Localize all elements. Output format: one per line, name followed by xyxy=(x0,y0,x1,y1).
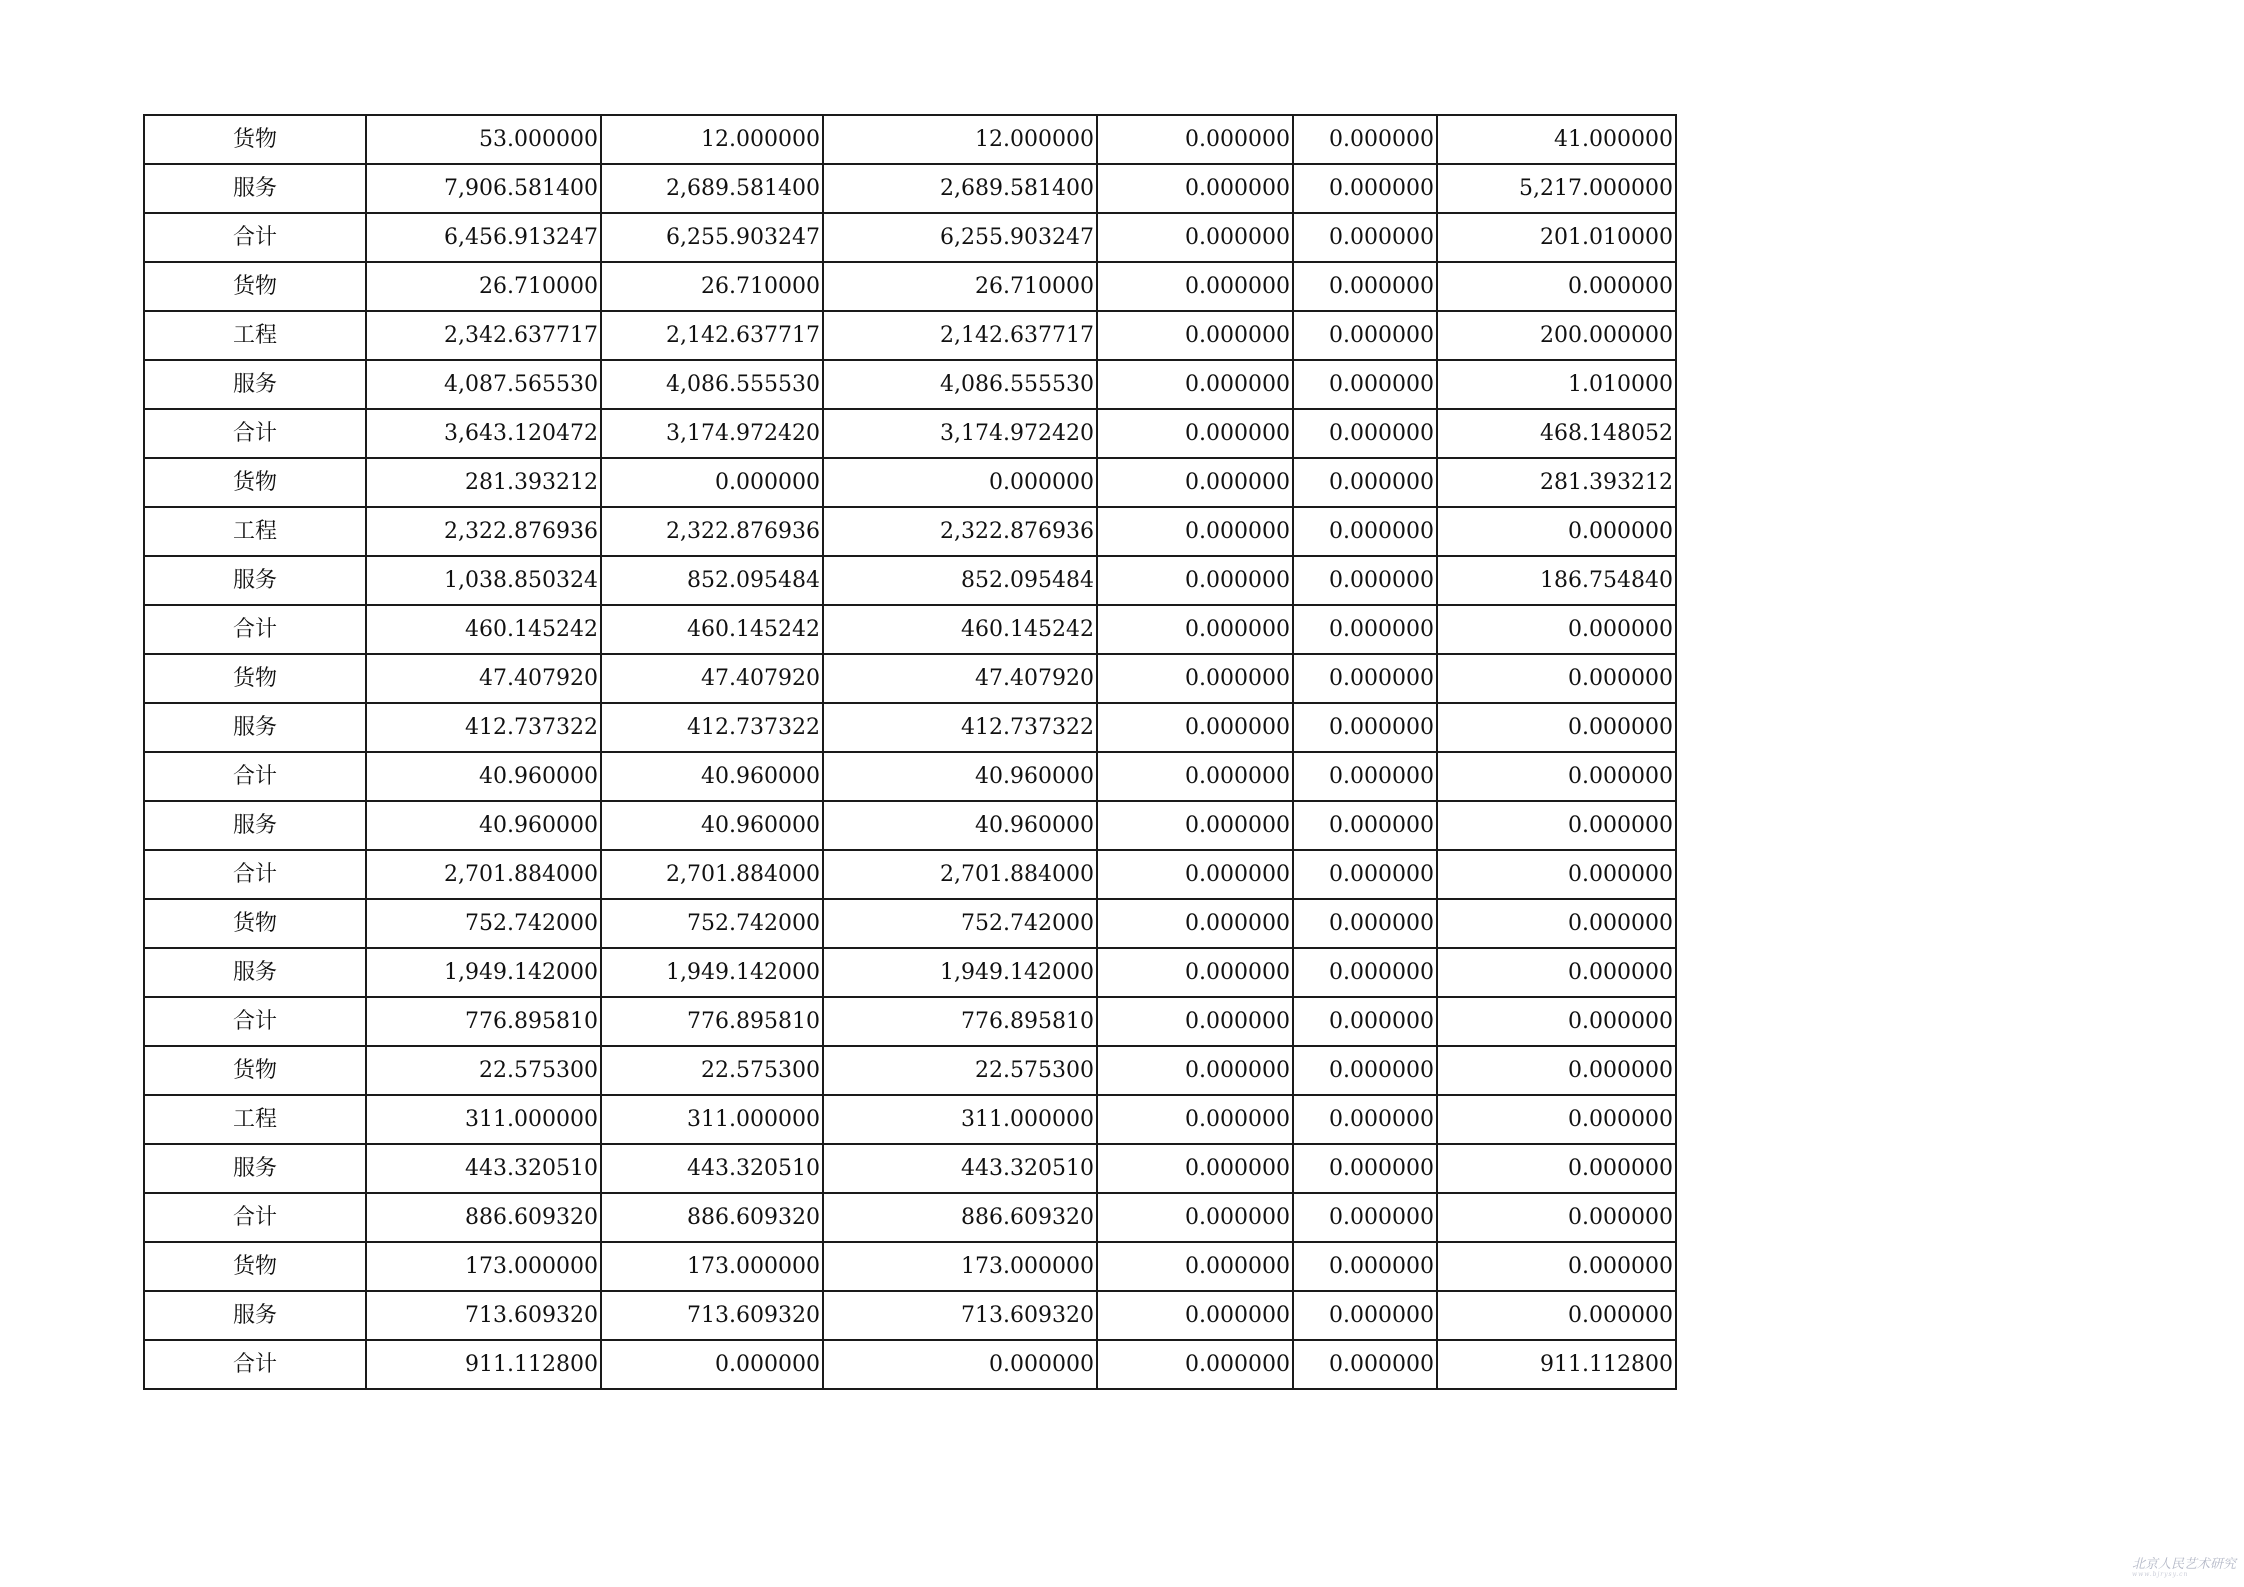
category-cell: 服务 xyxy=(144,948,366,997)
value-cell: 460.145242 xyxy=(366,605,601,654)
value-cell: 0.000000 xyxy=(1097,1242,1293,1291)
category-cell: 服务 xyxy=(144,360,366,409)
watermark-logo xyxy=(2132,1558,2236,1580)
value-cell: 4,087.565530 xyxy=(366,360,601,409)
value-cell: 0.000000 xyxy=(1293,605,1437,654)
value-cell: 0.000000 xyxy=(1097,850,1293,899)
value-cell: 752.742000 xyxy=(601,899,823,948)
value-cell: 0.000000 xyxy=(823,458,1097,507)
value-cell: 12.000000 xyxy=(601,115,823,164)
value-cell: 0.000000 xyxy=(1437,1046,1676,1095)
value-cell: 186.754840 xyxy=(1437,556,1676,605)
value-cell: 1.010000 xyxy=(1437,360,1676,409)
value-cell: 0.000000 xyxy=(823,1340,1097,1389)
value-cell: 0.000000 xyxy=(1437,997,1676,1046)
value-cell: 1,038.850324 xyxy=(366,556,601,605)
value-cell: 0.000000 xyxy=(1097,1291,1293,1340)
value-cell: 2,701.884000 xyxy=(601,850,823,899)
value-cell: 0.000000 xyxy=(1293,311,1437,360)
value-cell: 0.000000 xyxy=(1293,262,1437,311)
value-cell: 1,949.142000 xyxy=(823,948,1097,997)
value-cell: 0.000000 xyxy=(1293,1046,1437,1095)
table-row xyxy=(144,703,1676,752)
value-cell: 12.000000 xyxy=(823,115,1097,164)
value-cell: 0.000000 xyxy=(1293,703,1437,752)
value-cell: 0.000000 xyxy=(1293,507,1437,556)
value-cell: 2,322.876936 xyxy=(366,507,601,556)
value-cell: 201.010000 xyxy=(1437,213,1676,262)
category-cell: 服务 xyxy=(144,1144,366,1193)
table-row xyxy=(144,556,1676,605)
value-cell: 6,456.913247 xyxy=(366,213,601,262)
value-cell: 5,217.000000 xyxy=(1437,164,1676,213)
table-row xyxy=(144,1193,1676,1242)
value-cell: 2,142.637717 xyxy=(601,311,823,360)
value-cell: 47.407920 xyxy=(366,654,601,703)
value-cell: 2,689.581400 xyxy=(601,164,823,213)
value-cell: 0.000000 xyxy=(1293,556,1437,605)
value-cell: 2,689.581400 xyxy=(823,164,1097,213)
table-row xyxy=(144,801,1676,850)
value-cell: 412.737322 xyxy=(366,703,601,752)
data-table xyxy=(143,114,1677,1390)
table-row xyxy=(144,311,1676,360)
value-cell: 1,949.142000 xyxy=(366,948,601,997)
value-cell: 0.000000 xyxy=(1097,1046,1293,1095)
value-cell: 47.407920 xyxy=(823,654,1097,703)
value-cell: 0.000000 xyxy=(1437,1144,1676,1193)
category-cell: 合计 xyxy=(144,409,366,458)
value-cell: 26.710000 xyxy=(601,262,823,311)
value-cell: 0.000000 xyxy=(601,1340,823,1389)
value-cell: 0.000000 xyxy=(1097,507,1293,556)
value-cell: 0.000000 xyxy=(1437,948,1676,997)
value-cell: 53.000000 xyxy=(366,115,601,164)
value-cell: 886.609320 xyxy=(366,1193,601,1242)
category-cell: 货物 xyxy=(144,1242,366,1291)
table-row xyxy=(144,458,1676,507)
value-cell: 0.000000 xyxy=(1097,1340,1293,1389)
table-row xyxy=(144,1242,1676,1291)
value-cell: 0.000000 xyxy=(1097,164,1293,213)
value-cell: 0.000000 xyxy=(1097,409,1293,458)
value-cell: 2,701.884000 xyxy=(366,850,601,899)
category-cell: 合计 xyxy=(144,850,366,899)
value-cell: 776.895810 xyxy=(823,997,1097,1046)
category-cell: 合计 xyxy=(144,997,366,1046)
value-cell: 0.000000 xyxy=(1293,213,1437,262)
table-row xyxy=(144,1095,1676,1144)
value-cell: 460.145242 xyxy=(823,605,1097,654)
value-cell: 412.737322 xyxy=(601,703,823,752)
table-row xyxy=(144,213,1676,262)
value-cell: 0.000000 xyxy=(1293,1144,1437,1193)
value-cell: 0.000000 xyxy=(1097,213,1293,262)
value-cell: 3,174.972420 xyxy=(823,409,1097,458)
value-cell: 443.320510 xyxy=(601,1144,823,1193)
value-cell: 40.960000 xyxy=(366,752,601,801)
value-cell: 40.960000 xyxy=(366,801,601,850)
value-cell: 0.000000 xyxy=(1097,458,1293,507)
value-cell: 0.000000 xyxy=(601,458,823,507)
table-row xyxy=(144,1291,1676,1340)
table-row xyxy=(144,409,1676,458)
category-cell: 货物 xyxy=(144,262,366,311)
value-cell: 26.710000 xyxy=(366,262,601,311)
value-cell: 4,086.555530 xyxy=(823,360,1097,409)
value-cell: 200.000000 xyxy=(1437,311,1676,360)
value-cell: 0.000000 xyxy=(1293,458,1437,507)
value-cell: 0.000000 xyxy=(1097,703,1293,752)
value-cell: 0.000000 xyxy=(1437,1291,1676,1340)
value-cell: 311.000000 xyxy=(366,1095,601,1144)
value-cell: 0.000000 xyxy=(1293,654,1437,703)
value-cell: 22.575300 xyxy=(823,1046,1097,1095)
value-cell: 0.000000 xyxy=(1097,1144,1293,1193)
value-cell: 22.575300 xyxy=(601,1046,823,1095)
value-cell: 47.407920 xyxy=(601,654,823,703)
watermark-text: 北京人民艺术研究 xyxy=(2132,1557,2237,1572)
value-cell: 3,174.972420 xyxy=(601,409,823,458)
category-cell: 合计 xyxy=(144,1340,366,1389)
value-cell: 0.000000 xyxy=(1437,262,1676,311)
value-cell: 281.393212 xyxy=(366,458,601,507)
value-cell: 311.000000 xyxy=(823,1095,1097,1144)
value-cell: 6,255.903247 xyxy=(823,213,1097,262)
value-cell: 0.000000 xyxy=(1293,115,1437,164)
value-cell: 173.000000 xyxy=(601,1242,823,1291)
value-cell: 0.000000 xyxy=(1437,654,1676,703)
table-row xyxy=(144,1046,1676,1095)
value-cell: 2,322.876936 xyxy=(601,507,823,556)
value-cell: 7,906.581400 xyxy=(366,164,601,213)
table-row xyxy=(144,1340,1676,1389)
value-cell: 443.320510 xyxy=(366,1144,601,1193)
value-cell: 0.000000 xyxy=(1097,1095,1293,1144)
value-cell: 0.000000 xyxy=(1293,948,1437,997)
value-cell: 0.000000 xyxy=(1437,801,1676,850)
table-row xyxy=(144,997,1676,1046)
value-cell: 886.609320 xyxy=(601,1193,823,1242)
category-cell: 服务 xyxy=(144,801,366,850)
category-cell: 货物 xyxy=(144,458,366,507)
value-cell: 2,701.884000 xyxy=(823,850,1097,899)
value-cell: 0.000000 xyxy=(1293,1291,1437,1340)
value-cell: 0.000000 xyxy=(1293,1340,1437,1389)
category-cell: 服务 xyxy=(144,164,366,213)
value-cell: 752.742000 xyxy=(823,899,1097,948)
category-cell: 合计 xyxy=(144,605,366,654)
value-cell: 281.393212 xyxy=(1437,458,1676,507)
category-cell: 货物 xyxy=(144,899,366,948)
value-cell: 0.000000 xyxy=(1437,1193,1676,1242)
value-cell: 0.000000 xyxy=(1097,115,1293,164)
table-row xyxy=(144,752,1676,801)
value-cell: 443.320510 xyxy=(823,1144,1097,1193)
value-cell: 1,949.142000 xyxy=(601,948,823,997)
value-cell: 0.000000 xyxy=(1097,997,1293,1046)
category-cell: 工程 xyxy=(144,1095,366,1144)
value-cell: 311.000000 xyxy=(601,1095,823,1144)
category-cell: 货物 xyxy=(144,115,366,164)
category-cell: 服务 xyxy=(144,556,366,605)
value-cell: 0.000000 xyxy=(1097,556,1293,605)
value-cell: 0.000000 xyxy=(1097,654,1293,703)
value-cell: 0.000000 xyxy=(1097,801,1293,850)
value-cell: 3,643.120472 xyxy=(366,409,601,458)
table-row xyxy=(144,654,1676,703)
category-cell: 合计 xyxy=(144,213,366,262)
category-cell: 合计 xyxy=(144,752,366,801)
value-cell: 0.000000 xyxy=(1437,752,1676,801)
value-cell: 460.145242 xyxy=(601,605,823,654)
value-cell: 0.000000 xyxy=(1097,605,1293,654)
value-cell: 26.710000 xyxy=(823,262,1097,311)
value-cell: 852.095484 xyxy=(823,556,1097,605)
category-cell: 服务 xyxy=(144,703,366,752)
value-cell: 911.112800 xyxy=(366,1340,601,1389)
value-cell: 0.000000 xyxy=(1097,752,1293,801)
value-cell: 40.960000 xyxy=(823,752,1097,801)
value-cell: 776.895810 xyxy=(601,997,823,1046)
value-cell: 4,086.555530 xyxy=(601,360,823,409)
table-row xyxy=(144,948,1676,997)
value-cell: 0.000000 xyxy=(1437,703,1676,752)
value-cell: 0.000000 xyxy=(1097,360,1293,409)
value-cell: 0.000000 xyxy=(1293,752,1437,801)
value-cell: 412.737322 xyxy=(823,703,1097,752)
value-cell: 713.609320 xyxy=(823,1291,1097,1340)
value-cell: 0.000000 xyxy=(1437,507,1676,556)
value-cell: 0.000000 xyxy=(1437,850,1676,899)
table-row xyxy=(144,850,1676,899)
value-cell: 0.000000 xyxy=(1293,801,1437,850)
value-cell: 776.895810 xyxy=(366,997,601,1046)
table-row xyxy=(144,605,1676,654)
value-cell: 0.000000 xyxy=(1097,948,1293,997)
value-cell: 0.000000 xyxy=(1293,409,1437,458)
value-cell: 0.000000 xyxy=(1293,164,1437,213)
table-row xyxy=(144,1144,1676,1193)
category-cell: 工程 xyxy=(144,507,366,556)
value-cell: 0.000000 xyxy=(1437,605,1676,654)
value-cell: 852.095484 xyxy=(601,556,823,605)
value-cell: 22.575300 xyxy=(366,1046,601,1095)
value-cell: 752.742000 xyxy=(366,899,601,948)
value-cell: 0.000000 xyxy=(1293,850,1437,899)
value-cell: 468.148052 xyxy=(1437,409,1676,458)
table-row xyxy=(144,360,1676,409)
value-cell: 2,322.876936 xyxy=(823,507,1097,556)
value-cell: 0.000000 xyxy=(1437,1095,1676,1144)
value-cell: 0.000000 xyxy=(1097,262,1293,311)
category-cell: 合计 xyxy=(144,1193,366,1242)
value-cell: 911.112800 xyxy=(1437,1340,1676,1389)
value-cell: 0.000000 xyxy=(1293,1242,1437,1291)
value-cell: 0.000000 xyxy=(1293,1095,1437,1144)
table-row xyxy=(144,507,1676,556)
value-cell: 0.000000 xyxy=(1437,1242,1676,1291)
category-cell: 货物 xyxy=(144,1046,366,1095)
table-row xyxy=(144,899,1676,948)
watermark-subtext: www.bjrysy.cn xyxy=(2132,1571,2189,1578)
value-cell: 41.000000 xyxy=(1437,115,1676,164)
value-cell: 0.000000 xyxy=(1293,1193,1437,1242)
value-cell: 2,142.637717 xyxy=(823,311,1097,360)
value-cell: 2,342.637717 xyxy=(366,311,601,360)
value-cell: 173.000000 xyxy=(366,1242,601,1291)
table-row xyxy=(144,262,1676,311)
value-cell: 40.960000 xyxy=(601,752,823,801)
value-cell: 6,255.903247 xyxy=(601,213,823,262)
value-cell: 886.609320 xyxy=(823,1193,1097,1242)
value-cell: 40.960000 xyxy=(823,801,1097,850)
category-cell: 服务 xyxy=(144,1291,366,1340)
value-cell: 0.000000 xyxy=(1097,899,1293,948)
value-cell: 0.000000 xyxy=(1293,899,1437,948)
value-cell: 0.000000 xyxy=(1293,997,1437,1046)
value-cell: 0.000000 xyxy=(1097,311,1293,360)
table-row xyxy=(144,164,1676,213)
value-cell: 713.609320 xyxy=(601,1291,823,1340)
category-cell: 货物 xyxy=(144,654,366,703)
value-cell: 0.000000 xyxy=(1293,360,1437,409)
value-cell: 0.000000 xyxy=(1437,899,1676,948)
value-cell: 0.000000 xyxy=(1097,1193,1293,1242)
table-row xyxy=(144,115,1676,164)
value-cell: 173.000000 xyxy=(823,1242,1097,1291)
table-body xyxy=(144,115,1676,1389)
category-cell: 工程 xyxy=(144,311,366,360)
value-cell: 713.609320 xyxy=(366,1291,601,1340)
value-cell: 40.960000 xyxy=(601,801,823,850)
